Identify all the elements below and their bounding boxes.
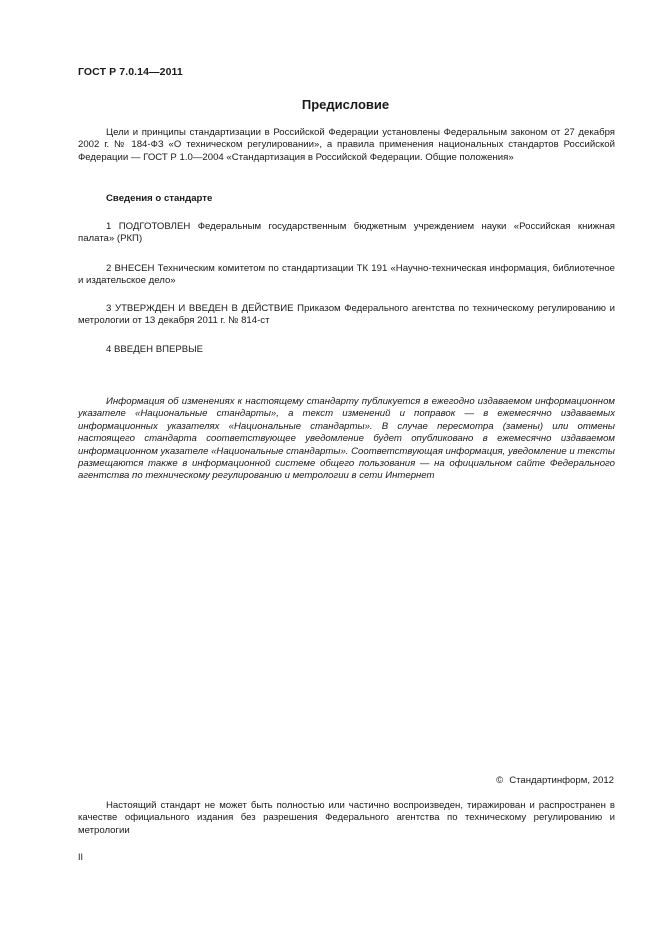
page-number: II xyxy=(78,852,84,862)
copyright-line xyxy=(496,775,614,786)
standard-code-header: ГОСТ Р 7.0.14—2011 xyxy=(78,66,183,78)
section-subheading: Сведения о стандарте xyxy=(106,193,213,204)
rights-paragraph: Настоящий стандарт не может быть полностью или частично воспроизведен, тиражирован и распространен в качестве официального издания без разрешения Федерального агентства по техническому регулированию и метрологии xyxy=(78,800,615,836)
intro-paragraph: Цели и принципы стандартизации в Российской Федерации установлены Федеральным законом от 27 декабря 2002 г. № 184-ФЗ «О техническом регулировании», а правила применения национальных стандартов Российской Федерации — ГОСТ Р 1.0—2004 «Стандартизация в Российской Федерации. Общие положения» xyxy=(78,127,615,163)
item-introduced: 4 ВВЕДЕН ВПЕРВЫЕ xyxy=(106,344,204,355)
item-approved: 3 УТВЕРЖДЕН И ВВЕДЕН В ДЕЙСТВИЕ Приказом Федерального агентства по техническому регулированию и метрологии от 13 декабря 2011 г. № 814-ст xyxy=(78,303,615,327)
item-prepared: 1 ПОДГОТОВЛЕН Федеральным государственным бюджетным учреждением науки «Российская книжная палата» (РКП) xyxy=(78,221,615,245)
item-submitted: 2 ВНЕСЕН Техническим комитетом по стандартизации ТК 191 «Научно-техническая информация, библиотечное и издательское дело» xyxy=(78,263,615,287)
page-title: Предисловие xyxy=(301,97,390,112)
notice-paragraph: Информация об изменениях к настоящему стандарту публикуется в ежегодно издаваемом информационном указателе «Национальные стандарты», а текст изменений и поправок — в ежемесячно издаваемых информационных указателях «Национальные стандарты». В случае пересмотра (замены) или отмены настоящего стандарта соответствующее уведомление будет опубликовано в ежемесячно издаваемом информационном указателе «Национальные стандарты». Соответствующая информация, уведомление и тексты размещаются также в информационной системе общего пользования — на официальном сайте Федерального агентства по техническому регулированию и метрологии в сети Интернет xyxy=(78,396,615,482)
copyright-symbol: © xyxy=(496,775,504,786)
copyright-text: Стандартинформ, 2012 xyxy=(509,775,614,786)
